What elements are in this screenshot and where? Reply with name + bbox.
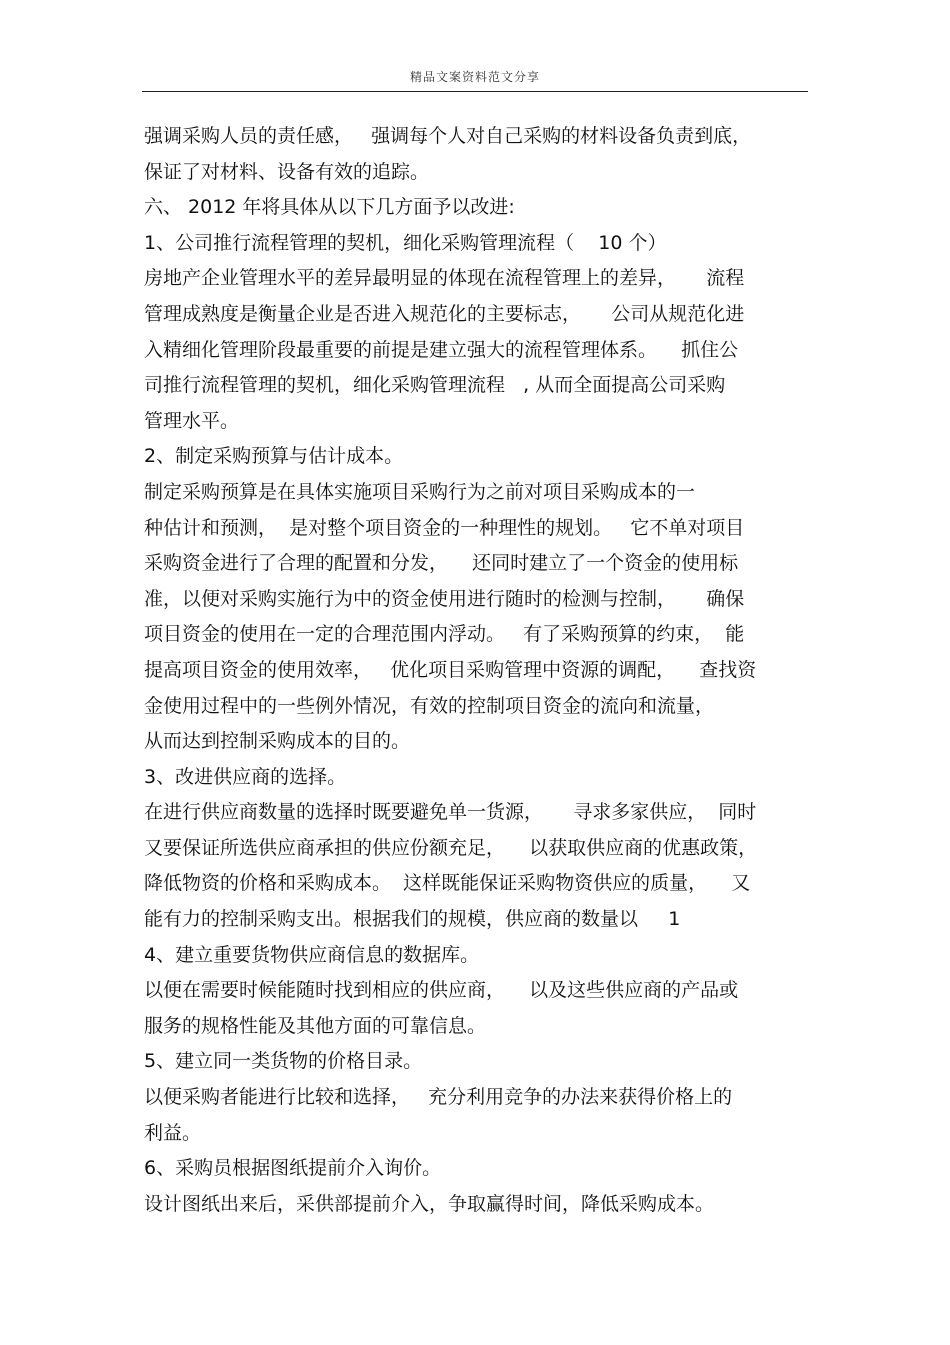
text-line: 又要保证所选供应商承担的供应份额充足， 以获取供应商的优惠政策， — [144, 836, 758, 859]
text-line: 设计图纸出来后，采供部提前介入，争取赢得时间，降低采购成本。 — [144, 1192, 715, 1215]
text-line: 在进行供应商数量的选择时既要避免单一货源， 寻求多家供应， 同时 — [144, 801, 757, 824]
item-heading-5: 5、建立同一类货物的价格目录。 — [144, 1050, 423, 1073]
text-line: 种估计和预测， 是对整个项目资金的一种理性的规划。 它不单对项目 — [144, 516, 745, 539]
header-title: 精品文案资料范文分享 — [409, 70, 540, 84]
text-line: 降低物资的价格和采购成本。 这样既能保证采购物资供应的质量， 又 — [144, 872, 751, 895]
text-line: 以便采购者能进行比较和选择， 充分利用竞争的办法来获得价格上的 — [144, 1086, 733, 1109]
text-line: 采购资金进行了合理的配置和分发， 还同时建立了一个资金的使用标 — [144, 552, 739, 575]
item-heading-3: 3、改进供应商的选择。 — [144, 765, 347, 788]
text-line: 准，以便对采购实施行为中的资金使用进行随时的检测与控制， 确保 — [144, 587, 745, 610]
text-line: 项目资金的使用在一定的合理范围内浮动。 有了采购预算的约束， 能 — [144, 623, 745, 646]
text-line: 提高项目资金的使用效率， 优化项目采购管理中资源的调配， 查找资 — [144, 658, 757, 681]
text-line: 以便在需要时候能随时找到相应的供应商， 以及这些供应商的产品或 — [144, 979, 739, 1002]
page-header — [142, 66, 808, 92]
text-line: 从而达到控制采购成本的目的。 — [144, 730, 411, 753]
item-heading-2: 2、制定采购预算与估计成本。 — [144, 445, 404, 468]
document-body — [144, 119, 824, 1222]
text-line: 利益。 — [144, 1121, 202, 1144]
text-line: 房地产企业管理水平的差异最明显的体现在流程管理上的差异， 流程 — [144, 267, 745, 290]
item-heading-1: 1、公司推行流程管理的契机，细化采购管理流程（ 10 个） — [144, 231, 667, 254]
item-heading-6: 6、采购员根据图纸提前介入询价。 — [144, 1157, 442, 1180]
text-line: 金使用过程中的一些例外情况，有效的控制项目资金的流向和流量， — [144, 694, 715, 717]
item-heading-4: 4、建立重要货物供应商信息的数据库。 — [144, 943, 480, 966]
text-line: 能有力的控制采购支出。根据我们的规模，供应商的数量以 1 — [144, 908, 681, 931]
text-line: 强调采购人员的责任感， 强调每个人对自己采购的材料设备负责到底， — [144, 125, 752, 147]
section-heading: 六、 2012 年将具体从以下几方面予以改进: — [144, 196, 515, 219]
text-line: 保证了对材料、设备有效的追踪。 — [144, 160, 430, 183]
text-line: 制定采购预算是在具体实施项目采购行为之前对项目采购成本的一 — [144, 480, 696, 503]
text-line: 服务的规格性能及其他方面的可靠信息。 — [144, 1014, 487, 1037]
text-line: 司推行流程管理的契机，细化采购管理流程 , 从而全面提高公司采购 — [144, 374, 726, 397]
text-line: 管理水平。 — [144, 409, 240, 432]
text-line: 入精细化管理阶段最重要的前提是建立强大的流程管理体系。 抓住公 — [144, 338, 739, 361]
text-line: 管理成熟度是衡量企业是否进入规范化的主要标志， 公司从规范化进 — [144, 302, 745, 325]
